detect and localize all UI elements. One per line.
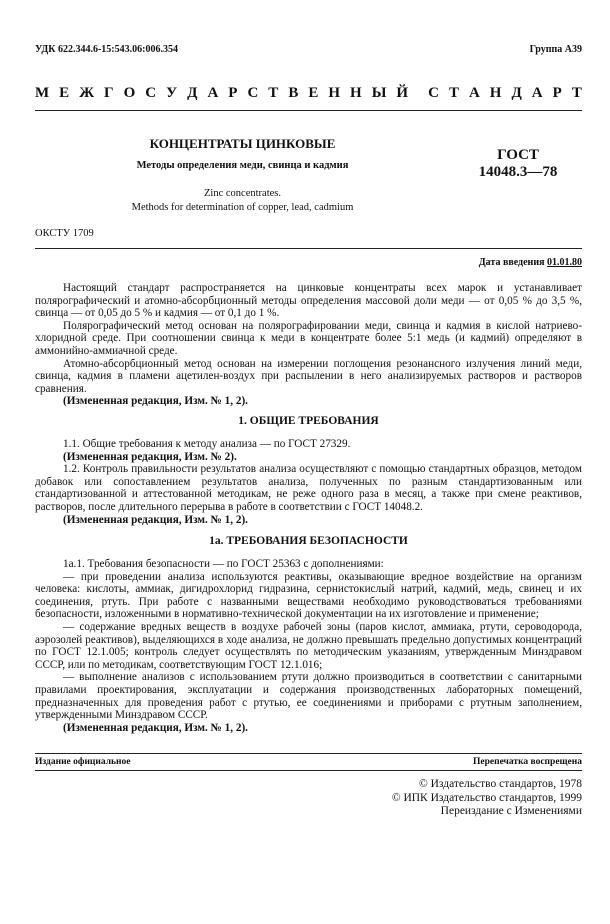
reissue-note: Переиздание с Изменениями: [440, 805, 582, 817]
intro-paragraph: Полярографический метод основан на полярографировании меди, свинца и кадмия в кислой натриево-хлоридной среде. При соотношении свинца к меди в концентрате более 5:1 медь (и кадмий) определяют в аммонийно-аммиачной среде.: [35, 319, 582, 357]
clause-paragraph: — при проведении анализа используются реактивы, оказывающие вредное воздействие на организм человека: кислоты, аммиак, дигидрохлорид гидразина, сернистокислый натрий, кадмий, медь, свинец и их соединения, ртуть. При работе с названными веществами необходимо руководствоваться требованиями безопасности, изложенными в нормативно-технической документации на их изготовление и применение;: [35, 570, 582, 621]
effective-date-value: 01.01.80: [547, 257, 582, 268]
gost-label: ГОСТ: [497, 147, 539, 163]
standard-letter: Н: [328, 85, 341, 101]
clause-paragraph: 1.1. Общие требования к методу анализа — по ГОСТ 27329.: [63, 438, 351, 450]
document-subtitle: Методы определения меди, свинца и кадмия: [136, 160, 349, 171]
standard-banner: [35, 85, 582, 102]
standard-letter: Е: [59, 85, 70, 101]
english-title-line: Methods for determination of copper, lead, cadmium: [131, 202, 354, 213]
section-general: [35, 438, 582, 526]
publisher-block: [392, 778, 582, 819]
document-title: КОНЦЕНТРАТЫ ЦИНКОВЫЕ: [149, 136, 336, 151]
amendment-note: (Измененная редакция, Изм. № 1, 2).: [63, 721, 248, 734]
effective-date: [479, 257, 582, 268]
clause-paragraph: 1.2. Контроль правильности результатов анализа осуществляют с помощью стандартных образцов, методом добавок или сопоставлением результатов анализа, полученных по разным стандартизованным или стандартизованной и аттестованной методикам, не реже одного раза в месяц, а также при смене реактивов, растворов, после длительного перерыва в работе в соответствии с ГОСТ 14048.2.: [35, 463, 582, 513]
amendment-note: (Измененная редакция, Изм. № 2).: [63, 450, 237, 463]
english-title: [35, 187, 450, 215]
amendment-note: (Измененная редакция, Изм. № 1, 2).: [63, 513, 248, 526]
standard-letter: Е: [308, 85, 319, 101]
group-code: Группа А39: [529, 44, 582, 55]
footer-rule-bottom: [35, 770, 582, 771]
standard-letter: О: [123, 85, 136, 101]
standard-letter: Н: [350, 85, 362, 101]
english-title-line: Zinc concentrates.: [204, 188, 281, 199]
copyright-line: © Издательство стандартов, 1978: [418, 778, 582, 790]
oksty-code: ОКСТУ 1709: [35, 228, 94, 239]
standard-letter: Й: [396, 85, 409, 101]
official-edition: Издание официальное: [35, 757, 131, 767]
header-rule: [35, 248, 582, 249]
standard-letter: Ж: [79, 85, 95, 101]
gost-number: 14048.3—78: [478, 164, 558, 180]
standard-letter: Р: [552, 85, 562, 101]
copyright-line: © ИПК Издательство стандартов, 1999: [391, 791, 582, 804]
reprint-notice: Перепечатка воспрещена: [472, 757, 582, 767]
standard-letter: М: [35, 85, 50, 101]
standard-letter: Д: [187, 85, 198, 101]
intro-section: [35, 282, 582, 408]
standard-letter: Д: [511, 85, 522, 101]
amendment-note: (Измененная редакция, Изм. № 1, 2).: [63, 395, 248, 408]
effective-date-label: Дата введения: [478, 257, 545, 268]
standard-letter: Ы: [371, 85, 387, 101]
standard-letter: С: [428, 85, 439, 101]
section-safety: [35, 558, 582, 734]
standard-letter: А: [468, 85, 480, 101]
standard-letter: Р: [228, 85, 238, 101]
standard-letter: А: [207, 85, 219, 101]
clause-paragraph: 1а.1. Требования безопасности — по ГОСТ 25363 с дополнениями:: [63, 558, 384, 570]
clause-paragraph: — содержание вредных веществ в воздухе рабочей зоны (паров кислот, аммиака, ртути, сероводорода, аэрозолей реактивов), выделяющихся в ходе анализа, не должно превышать предельно допустимых концентраций по ГОСТ 12.1.005; контроль следует осуществлять по методическим указаниям, утвержденным Минздравом СССР, или по методикам, соответствующим ГОСТ 12.1.016;: [35, 620, 582, 671]
gost-block: [458, 147, 578, 181]
udk-code: УДК 622.344.6-15:543.06:006.354: [35, 44, 178, 55]
standard-letter: Т: [571, 85, 582, 101]
standard-letter: А: [531, 85, 543, 101]
standard-letter: Н: [489, 85, 502, 101]
standard-letter: В: [288, 85, 299, 101]
section-heading-safety: 1а. ТРЕБОВАНИЯ БЕЗОПАСНОСТИ: [209, 535, 408, 547]
intro-paragraph: Атомно-абсорбционный метод основан на измерении поглощения резонансного излучения линий меди, свинца, кадмия в пламени ацетилен-воздух при распылении в него анализируемых растворов и растворов сравнения.: [35, 357, 582, 395]
clause-paragraph: — выполнение анализов с использованием ртути должно производиться в соответствии с санитарными правилами проектирования, эксплуатации и содержания производственных лабораторных помещений, предназначенных для проведения работ с ртутью, ее соединениями и приборами с ртутным заполнением, утвержденными Минздравом СССР.: [35, 671, 582, 722]
standard-letter: С: [247, 85, 259, 101]
standard-letter: С: [145, 85, 157, 101]
standard-letter: Т: [268, 85, 279, 101]
footer-rule: [35, 753, 582, 754]
top-rule: [35, 110, 582, 111]
section-heading-general: 1. ОБЩИЕ ТРЕБОВАНИЯ: [238, 415, 379, 427]
intro-paragraph: Настоящий стандарт распространяется на цинковые концентраты всех марок и устанавливает полярографический и атомно-абсорбционный методы определения массовой доли меди — от 0,05 % до 3,5 %, свинца — от 0,05 до 5 % и кадмия — от 0,1 до 1 %.: [35, 282, 582, 320]
standard-letter: Г: [104, 85, 114, 101]
standard-letter: Т: [448, 85, 459, 101]
standard-letter: У: [166, 85, 178, 101]
